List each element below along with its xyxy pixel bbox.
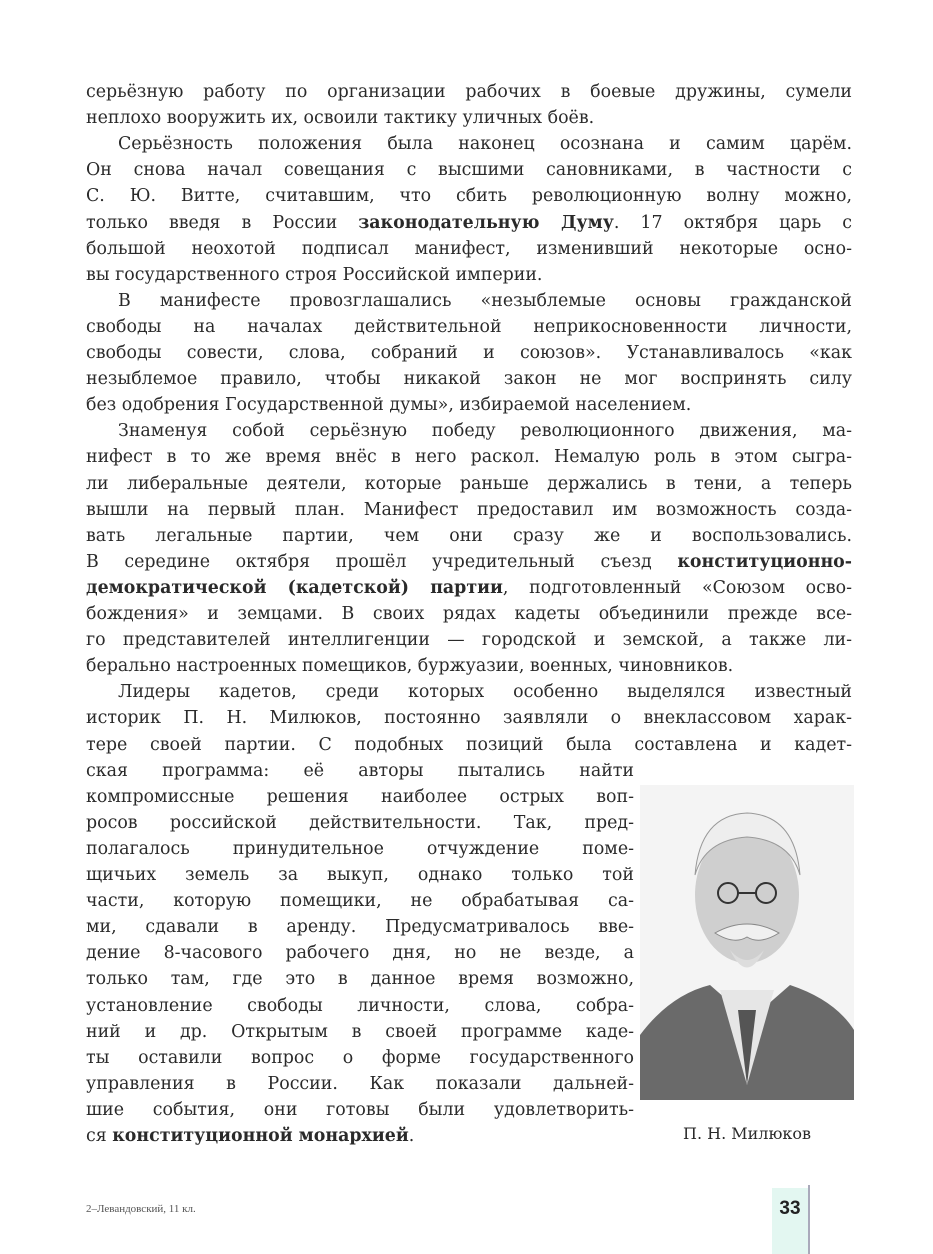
text-segment: неплохо вооружить их, освоили тактику уличных боёв. bbox=[86, 108, 595, 129]
text-line bbox=[86, 576, 852, 600]
text-line bbox=[86, 315, 852, 339]
text-line bbox=[86, 524, 852, 548]
text-segment: вы государственного строя Российской империи. bbox=[86, 264, 543, 285]
text-segment: ний и др. Открытым в своей программе каде- bbox=[86, 1021, 634, 1042]
text-segment: . 17 октября царь с bbox=[613, 212, 852, 233]
text-line bbox=[118, 289, 852, 313]
text-line bbox=[86, 967, 634, 991]
text-line bbox=[86, 915, 634, 939]
text-segment: историк П. Н. Милюков, постоянно заявляли о внеклассовом харак- bbox=[86, 708, 852, 729]
text-line bbox=[86, 1046, 634, 1070]
text-line bbox=[86, 263, 852, 287]
text-line bbox=[86, 498, 852, 522]
text-line bbox=[86, 472, 852, 496]
text-segment: , подготовленный «Союзом осво- bbox=[502, 577, 852, 598]
page-edge-divider bbox=[808, 1185, 810, 1254]
text-line bbox=[86, 759, 634, 783]
text-segment: росов российской действительности. Так, пред- bbox=[86, 812, 634, 833]
bold-term: конституционной монархией bbox=[112, 1126, 409, 1146]
text-segment: только введя в России bbox=[86, 212, 359, 233]
text-line bbox=[86, 367, 852, 391]
text-line bbox=[86, 80, 852, 104]
text-line bbox=[86, 941, 634, 965]
text-segment: свободы на началах действительной неприкосновенности личности, bbox=[86, 316, 852, 337]
text-line bbox=[86, 863, 634, 887]
text-line bbox=[86, 106, 852, 130]
text-segment: управления в России. Как показали дальней- bbox=[86, 1073, 634, 1094]
text-line bbox=[86, 889, 634, 913]
text-segment: Он снова начал совещания с высшими сановниками, в частности с bbox=[86, 160, 852, 181]
text-segment: только там, где это в данное время возможно, bbox=[86, 969, 634, 990]
text-line bbox=[118, 680, 852, 704]
text-segment: Серьёзность положения была наконец осознана и самим царём. bbox=[118, 134, 852, 155]
text-line bbox=[86, 1020, 634, 1044]
text-segment: дение 8-часового рабочего дня, но не везде, а bbox=[86, 943, 634, 964]
text-line bbox=[86, 393, 852, 417]
text-line bbox=[86, 158, 852, 182]
text-line bbox=[86, 445, 852, 469]
text-segment: С. Ю. Витте, считавшим, что сбить революционную волну можно, bbox=[86, 186, 852, 207]
portrait-caption: П. Н. Милюков bbox=[682, 1124, 812, 1143]
text-segment: щичьих земель за выкуп, однако только той bbox=[86, 865, 634, 885]
footer-signature: 2–Левандовский, 11 кл. bbox=[86, 1203, 196, 1215]
text-line bbox=[86, 654, 852, 678]
text-segment: вышли на первый план. Манифест предоставил им возможность созда- bbox=[86, 499, 852, 520]
text-segment: компромиссные решения наиболее острых воп- bbox=[86, 786, 634, 807]
text-segment: го представителей интеллигенции — городской и земской, а также ли- bbox=[86, 630, 852, 651]
text-segment: ми, сдавали в аренду. Предусматривалось вве- bbox=[86, 917, 634, 938]
text-line bbox=[86, 602, 852, 626]
text-line bbox=[86, 811, 634, 835]
text-segment: ты оставили вопрос о форме государственного bbox=[86, 1047, 634, 1068]
text-line bbox=[86, 550, 852, 574]
text-segment: В середине октября прошёл учредительный съезд bbox=[86, 551, 678, 572]
text-line bbox=[86, 1124, 634, 1148]
text-segment: бождения» и земцами. В своих рядах кадеты объединили прежде все- bbox=[86, 604, 852, 624]
text-line bbox=[86, 837, 634, 861]
text-segment: установление свободы личности, слова, собра- bbox=[86, 995, 634, 1016]
bold-term: конституционно- bbox=[677, 551, 852, 572]
text-segment: незыблемое правило, чтобы никакой закон не мог воспринять силу bbox=[86, 369, 852, 390]
text-segment: ли либеральные деятели, которые раньше держались в тени, а теперь bbox=[86, 473, 852, 494]
text-line bbox=[118, 419, 852, 443]
portrait-milyukov-image bbox=[640, 785, 854, 1100]
text-line bbox=[86, 628, 852, 652]
text-segment: Знаменуя собой серьёзную победу революционного движения, ма- bbox=[118, 421, 852, 442]
text-line bbox=[86, 184, 852, 208]
text-segment: большой неохотой подписал манифест, изменивший некоторые осно- bbox=[86, 238, 852, 259]
text-line bbox=[86, 341, 852, 365]
text-line bbox=[118, 132, 852, 156]
text-segment: . bbox=[408, 1126, 415, 1146]
text-line bbox=[86, 1072, 634, 1096]
page-number: 33 bbox=[779, 1198, 801, 1219]
text-line bbox=[86, 237, 852, 261]
text-segment: В манифесте провозглашались «незыблемые основы гражданской bbox=[118, 290, 852, 311]
text-line bbox=[86, 706, 852, 730]
text-segment: без одобрения Государственной думы», избираемой населением. bbox=[86, 395, 692, 416]
text-segment: ся bbox=[86, 1126, 113, 1146]
bold-term: законодательную Думу bbox=[358, 212, 614, 233]
text-line bbox=[86, 733, 852, 757]
text-segment: вать легальные партии, чем они сразу же и воспользовались. bbox=[86, 525, 852, 546]
text-segment: нифест в то же время внёс в него раскол. Немалую роль в этом сыгра- bbox=[86, 447, 852, 468]
text-line bbox=[86, 211, 852, 235]
text-segment: серьёзную работу по организации рабочих в боевые дружины, сумели bbox=[86, 82, 852, 102]
bold-term: демократической (кадетской) партии bbox=[86, 577, 503, 598]
text-segment: ская программа: её авторы пытались найти bbox=[86, 760, 634, 781]
text-segment: части, которую помещики, не обрабатывая са- bbox=[86, 891, 634, 912]
text-segment: тере своей партии. С подобных позиций была составлена и кадет- bbox=[86, 734, 852, 755]
text-line bbox=[86, 994, 634, 1018]
text-segment: шие события, они готовы были удовлетворить- bbox=[86, 1099, 634, 1120]
text-segment: берально настроенных помещиков, буржуазии, военных, чиновников. bbox=[86, 656, 734, 677]
text-segment: полагалось принудительное отчуждение поме- bbox=[86, 838, 634, 859]
text-segment: свободы совести, слова, собраний и союзов». Устанавливалось «как bbox=[86, 343, 852, 363]
text-line bbox=[86, 1098, 634, 1122]
text-line bbox=[86, 785, 634, 809]
text-segment: Лидеры кадетов, среди которых особенно выделялся известный bbox=[118, 682, 852, 703]
